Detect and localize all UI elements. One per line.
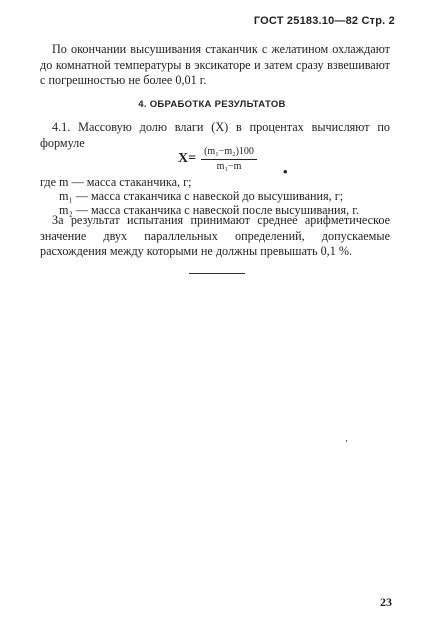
- document-header: ГОСТ 25183.10—82 Стр. 2: [253, 15, 395, 27]
- definition-m2: m₂ — масса стаканчика с навеской после высушивания, г.: [59, 203, 359, 217]
- clause-4-1: 4.1. Массовую долю влаги (X) в процентах вычисляют по формуле: [40, 120, 390, 150]
- definitions-list: [40, 175, 390, 217]
- separator-rule: [189, 273, 245, 274]
- formula-numerator: (m₁−m₂)100: [201, 146, 257, 160]
- definition-m: где m — масса стаканчика, г;: [40, 175, 192, 189]
- section-heading: 4. ОБРАБОТКА РЕЗУЛЬТАТОВ: [138, 99, 286, 110]
- intro-paragraph: По окончании высушивания стаканчик с желатином охлаждают до комнатной температуры в эксикаторе и затем сразу взвешивают с погрешностью не более 0,01 г.: [40, 42, 390, 87]
- scan-speck: [346, 440, 347, 442]
- definition-m1: m₁ — масса стаканчика с навеской до высушивания, г;: [59, 189, 344, 203]
- moisture-formula: [178, 145, 257, 173]
- formula-denominator: m₁−m: [216, 160, 242, 172]
- result-paragraph: За результат испытания принимают среднее арифметическое значение двух параллельных определений, допускаемые расхождения между которыми не должны превышать 0,1 %.: [40, 213, 390, 258]
- page-number: 23: [380, 595, 392, 609]
- formula-trailing-mark: •: [283, 164, 288, 179]
- formula-lhs: X=: [178, 151, 197, 166]
- formula-fraction: [201, 146, 257, 173]
